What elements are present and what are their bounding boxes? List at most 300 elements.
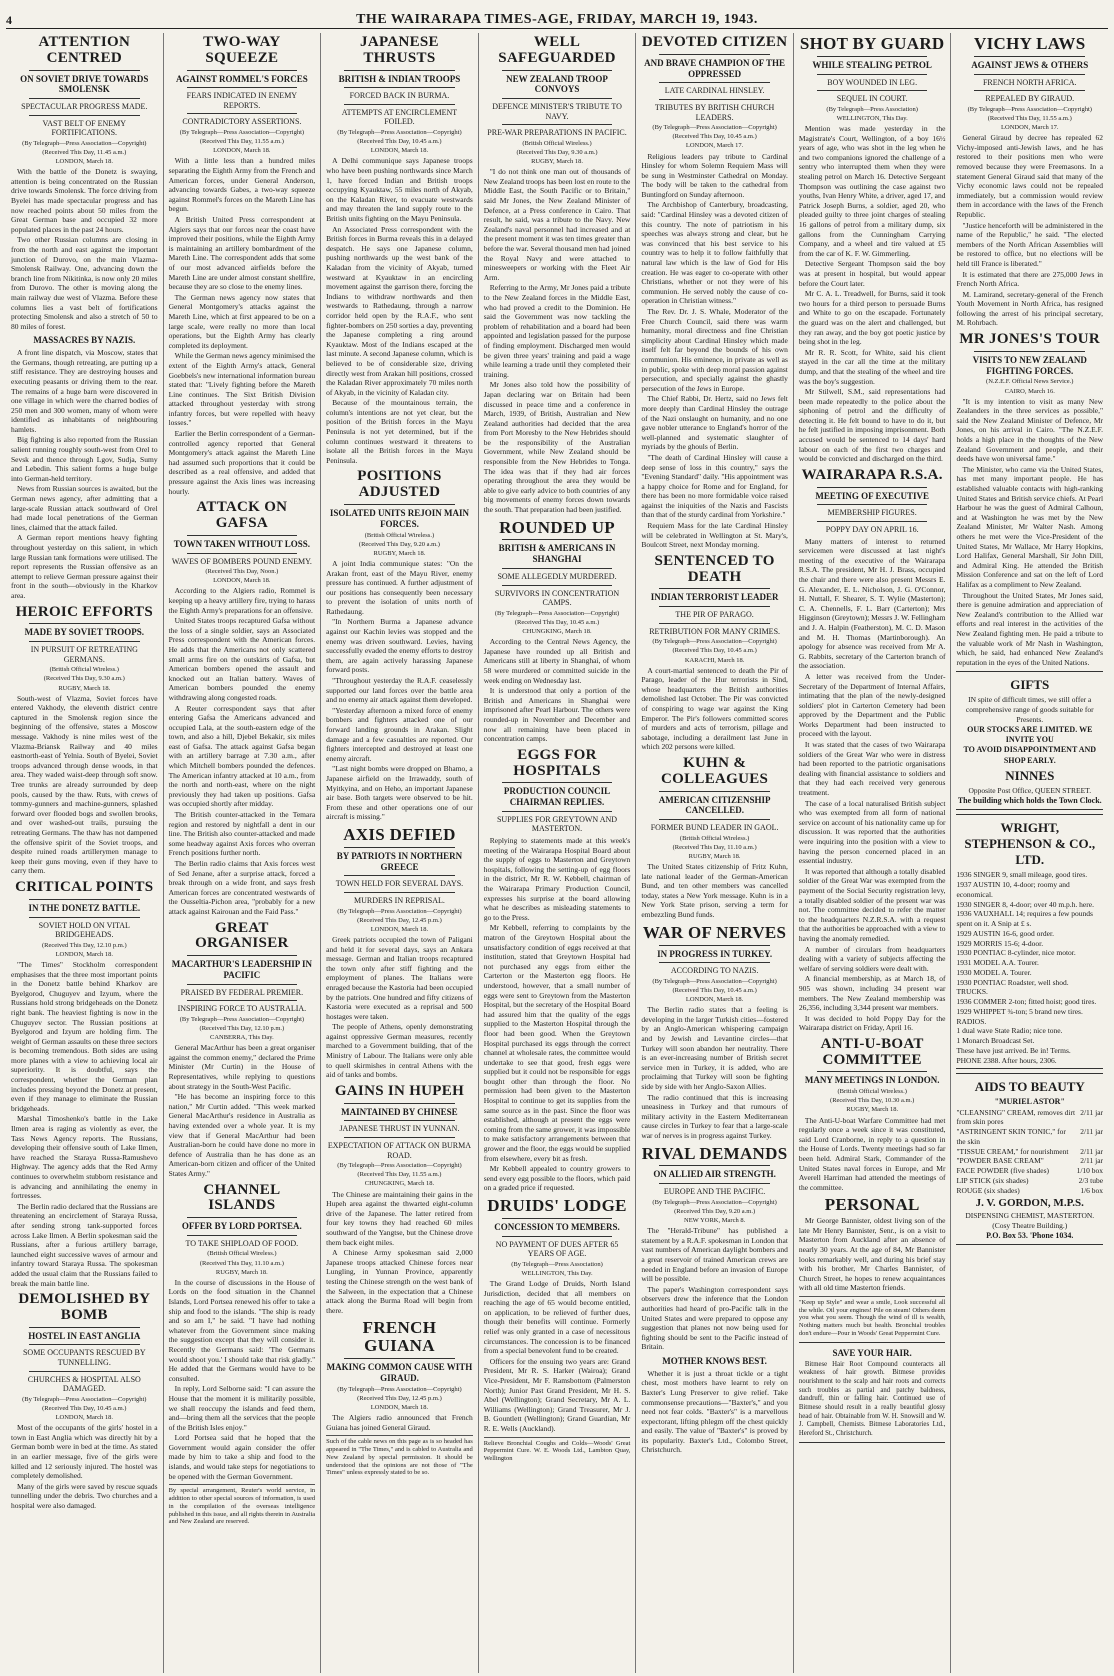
article-paragraph: With the battle of the Donetz is swaying, attention is being concentrated on the Russian drive towards Smolensk. The force driving from Byelei has made spectacular progress and has now reached points about 50 miles from the Great German base and occupied 32 more populated places in the past 24 hours. [11, 167, 158, 234]
article-paragraph: A Reuter correspondent says that after entering Gafsa the Americans advanced and occupied Lala, at the south-eastern edge of the town, and also a hill, Djebel Bekakir, six miles east of Gafsa. The attack against Gafsa began with an artillery barrage at 7.30 a.m., after which Mitchell bombers pounded the defences. The American infantry attacked at 10 a.m., from the north and north-east, where on the night previously they had taken up positions. Gafsa was occupied shortly after midday. [168, 703, 316, 809]
gifts-ad-line: TO AVOID DISAPPOINTMENT AND SHOP EARLY. [963, 745, 1097, 765]
car-listing: 1 Monarch Broadcast Set. [956, 1036, 1035, 1045]
article-dateline: (N.Z.E.F. Official News Service.) [986, 378, 1074, 386]
article [484, 35, 631, 515]
car-listing: 1936 COMMER 2-ton; fitted hoist; good tires. [956, 997, 1097, 1006]
article-headline: MR JONES'S TOUR [959, 331, 1101, 348]
article-subheading: ACCORDING TO NAZIS. [670, 966, 759, 976]
page-title: THE WAIRARAPA TIMES-AGE, FRIDAY, MARCH 19, 1943. [356, 12, 758, 27]
divider-rule [344, 104, 455, 105]
article [169, 500, 316, 916]
divider-rule [659, 819, 770, 820]
divider-rule [344, 1358, 455, 1359]
article-paragraph: Lord Portsea said that he hoped that the Government would again consider the offer made by him to take a ship and food to the islands, and would take steps for negotiations to be opened with the German Government. [168, 1433, 316, 1481]
article [956, 332, 1103, 667]
divider-rule [659, 962, 770, 963]
divider-rule [187, 87, 298, 88]
divider-rule [659, 99, 770, 100]
column-2 [164, 33, 322, 1673]
article-headline: CRITICAL POINTS [15, 878, 154, 895]
article-subheading: MOTHER KNOWS BEST. [662, 1355, 767, 1366]
product-name: "ASTRINGENT SKIN TONIC," for the skin [956, 1127, 1066, 1146]
article-paragraph: Religious leaders pay tribute to Cardinal Hinsley for whom Solemn Requiem Mass will be sung in Westminster Cathedral on Monday. The body will be taken to the cathedral from Buntingford on Sunday afternoon. [641, 151, 788, 199]
article-paragraph: With a little less than a hundred miles separating the Eighth Army from the French and American forces, under General Anderson, advancing towards Gabes, a two-way squeeze against Rommel's forces on the Mareth Line has begun. [168, 156, 316, 214]
article-headline: ROUNDED UP [499, 517, 615, 537]
article-paragraph: Mr R. R. Scott, for White, said his client stayed in the car all the time at the military dump, and that the stealing of the wheel and tire was the boy's suggestion. [798, 347, 946, 386]
article [799, 35, 946, 464]
article-subheading: EUROPE AND THE PACIFIC. [663, 1187, 766, 1197]
article-dateline: (By Telegraph—Press Association—Copyright) [22, 1395, 147, 1403]
article-paragraph: "Last night bombs were dropped on Bhamo, a Japanese airfield on the Irrawaddy, south of Myitkyina, and on Heho, an important Japanese air base. Both targets were observed to be hit. From these and other operations one of our aircraft is missing." [326, 764, 473, 822]
article-headline: TWO-WAY SQUEEZE [203, 34, 281, 66]
article-subheading: ISOLATED UNITS REJOIN MAIN FORCES. [329, 507, 469, 529]
article-subheading: NEW ZEALAND TROOP CONVOYS [506, 73, 608, 95]
article-subheading: INDIAN TERRORIST LEADER [650, 592, 779, 603]
article-note: By special arrangement, Reuter's world service, in addition to other special sources of information, is used in the compilation of the overseas intelligence published in this issue, and all rights therein in Australia and New Zealand are reserved. [169, 1484, 316, 1526]
gifts-ad-line: IN spite of difficult times, we still offer a comprehensive range of goods suitable for Presents. [965, 695, 1094, 724]
article-paragraph: South-west of Vlazma, Soviet forces have entered Vakhody, the eleventh district centre captured in the Smolensk region since the beginning of the offensive, states a Moscow message. Vakhody is nine miles west of the Vlazma-Briansk Railway and 40 miles eastnorth-east of Yelnia. South of Byelei, Soviet troops advanced through dense woods, in that area. They waded waist-deep through soft snow. Tree trunks are already surrounded by deep pools, caused by the thaw. Ruts, with crews of tommy-gunners and machine-gunners, splashed forward over flooded bogs and swollen brooks, and over washed-out trails, pursuing the retreating Germans. The thaw has not dampened the offensive spirit of the Soviet troops, and despite ruined roads artillerymen manage to keep their guns moving, even if they have to carry them. [11, 693, 158, 876]
article-subheading: AGAINST JEWS & OTHERS [971, 59, 1089, 70]
article-subheading: NO PAYMENT OF DUES AFTER 65 YEARS OF AGE. [495, 1239, 619, 1259]
product-price: 1/6 box [1080, 1185, 1104, 1195]
article-paragraph: It is estimated that there are 275,000 Jews in French North Africa. [956, 269, 1104, 289]
divider-rule [29, 1327, 140, 1328]
divider-rule [187, 1217, 298, 1218]
divider-rule [502, 1236, 613, 1237]
article [641, 924, 788, 1141]
divider-rule [344, 70, 455, 71]
article-subheading: FORCED BACK IN BURMA. [349, 91, 450, 101]
page-number: 4 [6, 13, 12, 27]
article [11, 1292, 158, 1510]
car-listing: 1930 PONTIAC Roadster, well shod. [956, 977, 1069, 987]
car-listing: 1936 VAUXHALL 14; requires a few pounds spent on it. A Snip at £ s. [956, 909, 1093, 928]
gifts-ad-line: OUR STOCKS ARE LIMITED. WE INVITE YOU [967, 724, 1093, 744]
article-paragraph: News from Russian sources is awaited, but the German news agency, after admitting that a large-scale Russian attack southward of Orel had made local penetrations of the German lines, claimed that the attack failed. [11, 484, 158, 532]
article-paragraph: It is understood that only a portion of the British and Americans in Shanghai were imprisoned after Pearl Harbour. The others were rounded-up in November and December and now all remaining have been placed in concentration camps. [483, 686, 631, 744]
column-1 [6, 33, 164, 1673]
article-paragraph: Big fighting is also reported from the Russian salient running roughly south-west from Orel to Sevsk and thence through Lgov, Sudja, Sumy and Lebedin. This salient forms a huge bulge into German-held territory. [11, 435, 158, 483]
article-dateline: (Received This Day, 10.45 a.m.) [672, 647, 757, 655]
article-subheading: CONTRADICTORY ASSERTIONS. [182, 117, 302, 127]
divider-rule [502, 98, 613, 99]
article [326, 1084, 473, 1315]
article [169, 1183, 316, 1527]
gifts-ad [956, 671, 1103, 810]
article [641, 1356, 788, 1455]
article-headline: VICHY LAWS [974, 34, 1086, 53]
article-headline: SENTENCED TO DEATH [654, 552, 775, 585]
article-subheading: OFFER BY LORD PORTSEA. [181, 1221, 302, 1232]
car-listing: These have just arrived. Be in! Terms. [956, 1045, 1071, 1055]
divider-rule [817, 90, 928, 91]
article-dateline: (By Telegraph—Press Association) [826, 105, 918, 113]
car-listing: 1930 SINGER 8, 4-door; over 40 m.p.h. here. [956, 899, 1094, 909]
article-paragraph: A number of circulars from headquarters dealing with a variety of subjects affecting the welfare of serving soldiers were dealt with. [798, 944, 946, 973]
column-5 [636, 33, 794, 1673]
car-listing: RADIOS. [956, 1016, 987, 1026]
article-dateline: CANBERRA, This Day. [209, 1034, 274, 1042]
article-paragraph: An Associated Press correspondent with the British forces in Burma reveals this in a delayed despatch. He says one Japanese column, pushing northwards up the west bank of the Kaladan from the vicinity of Akyab, turned westward at Kyauktaw in an encircling movement against the garrison there, forcing the Indians to withdraw northwards and then westwards to Rathedaung, through a narrow corridor held open by the R.A.F., who sent fighter-bombers on 250 sorties a day, preventing the Japanese completing a ring around Kyauktaw. Most of the Indians escaped at the last minute. A second Japanese column, which is believed to be of considerable size, driving directly west from Arakan hill positions, crossed the Kaladan River approximately 70 miles north of Akyab, in the vicinity of Kaladan city. [326, 224, 473, 397]
article [169, 921, 316, 1179]
divider-rule [502, 1218, 613, 1219]
car-listing: 1 dual wave State Radio; nice tone. [956, 1026, 1063, 1036]
article [484, 519, 631, 744]
article-headline: AXIS DEFIED [343, 824, 456, 844]
divider-rule [29, 917, 140, 918]
divider-rule [502, 811, 613, 812]
divider-rule [659, 606, 770, 607]
column-7 [951, 33, 1108, 1673]
article-paragraph: The Anti-U-boat Warfare Committee had met regularly once a week since it was constituted, said Lord Cranborne, in reply to a question in the House of Lords. Twenty meetings had so far been held. Admiral Stark, Commander of the United States naval forces in Europe, and Mr Averell Harriman had attended the meetings of the committee. [798, 1115, 946, 1192]
article-paragraph: Mr Kebbell, referring to complaints by the matron of the Greytown Hospital about the unsatisfactory condition of eggs received at that institution, stated that Greytown Hospital had not purchased any eggs from either the Carterton or the Masterton egg floors. He understood, however, that a small number of eggs were sent to Greytown from the Masterton Hospital, but the secretary of the Hospital Board had assured him that the quality of the eggs supplied to the Masterton Hospital through the floor had been good. When the Greytown Hospital purchased its eggs through the correct channel at wholesale rates, the committee would undertake to see that good, fresh eggs were supplied but it could not be responsible for eggs bought other than through the floor. No permission had been given to the Masterton Hospital to continue to get its supplies from the same source as in the past. Since the floor was established, although at present the eggs were coming from the same grower, it was impossible to make satisfactory arrangements between that grower and the floor, the eggs would be supplied from elsewhere, every bit as fresh. [483, 923, 631, 1163]
product-name: "CLEANSING" CREAM, removes dirt from skin pores [956, 1107, 1076, 1127]
divider-rule [659, 945, 770, 946]
article-paragraph: It was reported that although a totally disabled soldier of the Great War was exempted from the payment of the Social Security registration levy, a totally disabled soldier of the present war was not. The committee decided to refer the matter to the headquarters N.Z.R.S.A. with a request that the authorities be approached with a view to having the anomaly remedied. [798, 866, 946, 943]
article-dateline: (Received This Day, 12.45 p.m.) [357, 1394, 442, 1402]
article-dateline: RUGBY, March 18. [531, 158, 583, 166]
article-subheading: SEQUEL IN COURT. [836, 94, 908, 104]
article-dateline: (By Telegraph—Press Association) [511, 1260, 603, 1268]
article-subheading: LATE CARDINAL HINSLEY. [664, 86, 765, 96]
car-listing: 1930 PONTIAC 8-cylinder, nice motor. [956, 948, 1076, 958]
article-dateline: (By Telegraph—Press Association—Copyright) [652, 638, 777, 646]
divider-rule [974, 74, 1085, 75]
article [641, 554, 788, 752]
article-paragraph: The German news agency now states that General Montgomery's attacks against the Mareth Line, which at first appeared to be on a large scale, were really no more than local operations, but the Eighth Army has clearly completed its deployment. [168, 292, 316, 350]
divider-rule [344, 1120, 455, 1121]
article-subheading: SOME OCCUPANTS RESCUED BY TUNNELLING. [22, 1348, 146, 1368]
article-paragraph: The case of a local naturalised British subject who was exempted from all form of national service on account of his nationality came up for discussion. It was reported that the authorities were inquiring into the position with a view to having the person concerned placed in an essential industry. [798, 798, 946, 866]
article-dateline: CHUNGKING, March 18. [522, 628, 592, 636]
article [326, 35, 473, 465]
article [956, 35, 1103, 328]
divider-rule [344, 504, 455, 505]
article-paragraph: Whether it is just a throat tickle or a tight chest, most mothers have learnt to rely on Baxter's Lung Preserver to give relief. Take commonsense precautions—"Baxter's," and you need not fear colds. "Baxter's" is a marvellous expectorant, lifting phlegm off the chest quickly and easily. The value of "Baxter's" is proved by its popularity. Baxter's Ltd., Colombo Street, Christchurch. [641, 1368, 788, 1455]
car-listing: 1929 MORRIS 15-6; 4-door. [956, 938, 1044, 948]
article-dateline: (British Official Wireless.) [207, 1250, 277, 1258]
article-paragraph: "He has become an inspiring force to this nation," Mr Curtin added. "This week marked General MacArthur's residence in Australia as having extended over a whole year. It is my view that if General MacArthur had been Australian-born he could have done no more in defence of Australia than he has done as an American-born citizen and officer of the United States Army." [168, 1092, 316, 1178]
hair-ad [799, 1342, 946, 1443]
article-dateline: (Received This Day, 9.20 a.m.) [674, 1207, 756, 1215]
article-dateline: LONDON, March 17. [685, 142, 744, 150]
article-note: "Keep up Style" and wear a smile, Look successful all the while. Oil your engines! Pile on steam! Others deem you what you seem. Though the wind of ill is wealth, Nothing matters much but health. Bronchial troubles don't endure—Pour in Woods' Great Peppermint Cure. [799, 1296, 946, 1338]
article-paragraph: The "Herald-Tribune" has published a statement by a R.A.F. spokesman in London that vast numbers of American daylight bombers and a great reservoir of trained American crews are needed in England before an invasion of Europe will be possible. [641, 1226, 788, 1284]
article-subheading: MACARTHUR'S LEADERSHIP IN PACIFIC [171, 959, 312, 980]
article-headline: HEROIC EFFORTS [15, 603, 154, 620]
price-row [956, 1127, 1103, 1147]
article-subheading: BOY WOUNDED IN LEG. [827, 77, 918, 87]
article-subheading: TOWN HELD FOR SEVERAL DAYS. [335, 879, 464, 889]
article-paragraph: Throughout the United States, Mr Jones said, there is genuine admiration and appreciation of New Zealand's contribution to the Allied war efforts and real interest in the activities of the New Zealand fighting men. He paid a tribute to the valuable work of Mr Nash in Washington, which, he said, had enhanced New Zealand's reputation in the eyes of the United Nations. [956, 590, 1104, 667]
price-row [956, 1156, 1103, 1166]
beauty-ad-brand: "MURIEL ASTOR" [994, 1097, 1065, 1107]
article-headline: PERSONAL [824, 1195, 920, 1215]
article-dateline: (By Telegraph—Press Association—Copyright) [652, 124, 777, 132]
article-headline: WAR OF NERVES [642, 922, 787, 942]
article-subheading: TRIBUTES BY BRITISH CHURCH LEADERS. [654, 102, 775, 122]
article-subheading: AND BRAVE CHAMPION OF THE OPPRESSED [644, 57, 786, 79]
article-paragraph: Mr Stilwell, S.M., said representations had been made repeatedly to the police about the siphoning of petrol and the difficulty of detecting it. He felt bound to have to do it, but he felt justified in imposing imprisonment. Both accused would be sentenced to 14 days' hard labour on each of the first two charges and would be convicted and discharged on the third. [798, 387, 946, 464]
article-paragraph: Earlier the Berlin correspondent of a German-controlled agency reported that General Montgomery's attack against the Mareth Line had assumed such proportions that it could be described as a real offensive, and added that pressure against the Axis lines was increasing hourly. [168, 429, 316, 496]
divider-rule [974, 351, 1085, 352]
article-subheading: FRENCH NORTH AFRICA. [982, 77, 1077, 87]
article [799, 468, 946, 1033]
article-subheading: ON SOVIET DRIVE TOWARDS SMOLENSK [20, 73, 149, 95]
divider-rule [187, 553, 298, 554]
article-dateline: CAIRO, March 16. [1004, 387, 1055, 395]
article-dateline: (British Official Wireless.) [522, 139, 592, 147]
article-headline: SHOT BY GUARD [799, 34, 945, 53]
article-paragraph: Mr C. A. L. Treadwell, for Burns, said it took two hours for a third person to persuade Burns and White to go on the escapade. Fortunately the guard was on the alert and challenged, but they ran away, and the boy got poetic justice by being shot in the leg. [798, 289, 946, 347]
gifts-ad-address: Opposite Post Office, QUEEN STREET. [968, 786, 1092, 796]
article-dateline: LONDON, March 18. [55, 950, 113, 958]
car-listing: PHONE 2388. After hours, 2306. [956, 1055, 1057, 1065]
article [484, 748, 631, 1193]
price-row [956, 1147, 1103, 1157]
article-paragraph: The people of Athens, openly demonstrating against oppressive German measures, recently marched to a Government building, that of the Ministry of Labour. The Italians were only able to quell skirmishes in central Athens with the aid of tanks and bombs. [326, 1022, 473, 1080]
divider-rule [659, 1183, 770, 1184]
article-dateline: (Received This Day, 10.45 a.m.) [42, 1404, 127, 1412]
article-subheading: TOWN TAKEN WITHOUT LOSS. [173, 538, 310, 549]
divider-rule [502, 539, 613, 540]
divider-rule [502, 585, 613, 586]
article-subheading: FEARS INDICATED IN ENEMY REPORTS. [186, 91, 298, 110]
article-subheading: CHURCHES & HOSPITAL ALSO DAMAGED. [27, 1374, 141, 1394]
divider-rule [344, 87, 455, 88]
article-headline: DRUIDS' LODGE [487, 1196, 627, 1215]
article-dateline: (Received This Day, 11.45 a.m.) [42, 149, 127, 156]
beauty-ad-building: (Cosy Theatre Building.) [992, 1221, 1068, 1231]
article-dateline: LONDON, March 18. [370, 147, 429, 155]
gifts-ad-title: GIFTS [1010, 677, 1050, 693]
divider-rule [29, 98, 140, 99]
article-paragraph: Marshal Timoshenko's battle in the Lake Ilmen area is raging as violently as ever, the Tass News Agency reports. The Russians, developing their offensive south of Lake Ilmen, have reached the Staraya Russa-Ramushevo Highway. The agency adds that the Red Army continues to overwhelm stubborn resistance and is advancing and annihilating the enemy in fortresses. [11, 1114, 158, 1201]
article-paragraph: A front line dispatch, via Moscow, states that the Germans, though retreating, are putting up a stiff resistance. They are destroying houses and executing peasants or driving them to the rear. The remains of a huge barn were discovered in one village in which were the charred bodies of 250 men and 300 women, many of whom were identified as inhabitants of neighbouring hamlets. [11, 348, 158, 434]
article-paragraph: Most of the occupants of the girls' hostel in a town in East Anglia which was directly hit by a German bomb were in bed at the time. As stated in an earlier message, five of the girls were killed and 12 seriously injured. The hostel was completely demolished. [11, 1423, 158, 1481]
article-paragraph: Many matters of interest to returned servicemen were discussed at last night's meeting of the executive of the Wairarapa R.S.A. The president, Mr H. J. Brass, occupied the chair and there were also present Messrs E. G. Alexander, E. L. Nicholson, J. G. O'Connor, H. Nuttall, F. Shearer, S. T. Wylie (Masterton); C. A. Chennells, F. L. Barr (Carterton); Mrs Higginson (Greytown); Messrs J. W. Fellingham and J. A. Halpin (Featherston), M. C. D. Mason and M. H. Thomas (Martinborough). An apology for absence was received from Mr A. G. Rabbits, secretary of the Carterton branch of the association. [798, 536, 946, 671]
article-paragraph: In the course of discussions in the House of Lords on the food situation in the Channel Islands, Lord Portsea renewed his offer to take a ship and food to the islands. "The ship is ready and so am I," he said. "I have had nothing whatever from the Government since making the suggestion except that they will consider it. Recently the Germans said: 'The Germans would shoot you.' I should take that risk gladly." He added that the Germans would have to be consulted. [168, 1277, 316, 1383]
article-headline: ATTACK ON GAFSA [196, 499, 288, 531]
article-dateline: (Received This Day, 9.20 a.m.) [358, 540, 440, 548]
article-note: Such of the cable news on this page as is so headed has appeared in "The Times," and is cabled to Australia and New Zealand by special permission. It should be understood that the opinions are not those of "The Times" unless expressly stated to be so. [326, 1435, 473, 1477]
article-dateline: (Received This Day, 10.45 a.m.) [357, 138, 442, 146]
article-paragraph: "Throughout yesterday the R.A.F. ceaselessly supported our land forces over the battle area and no enemy air attack against them developed. [326, 676, 473, 705]
beauty-ad-chemist: J. V. GORDON, M.P.S. [975, 1197, 1084, 1210]
beauty-ad-title: AIDS TO BEAUTY [974, 1079, 1085, 1095]
article-subheading: JAPANESE THRUST IN YUNNAN. [339, 1124, 460, 1134]
article-subheading: SPECTACULAR PROGRESS MADE. [21, 102, 148, 112]
article-subheading: BY PATRIOTS IN NORTHERN GREECE [336, 850, 463, 872]
product-name: "TISSUE CREAM," for nourishment [956, 1146, 1069, 1156]
article-paragraph: The Grand Lodge of Druids, North Island Jurisdiction, decided that all members on reaching the age of 65 would become entitled, on application, to be relieved of further dues, though their benefits will continue. Formerly relief was only granted in a case of necessitous circumstances. The concession is to be financed from a special benevolent fund to be created. [483, 1279, 631, 1356]
hair-ad-text: Bitmese Hair Root Compound counteracts all weakness of hair growth. Bitmese provides nourishment to the scalp and hair roots and corrects such troubles as partial and patchy baldness, dandruff, thin or falling hair. Continued use of Bitmese should result in a really beautiful glossy head of hair. Obtainable from W. H. Snowsill and W. J. Campbell, Chemists. Bitmese Laboratories Ltd., Hereford St., Christchurch. [798, 1360, 946, 1438]
divider-rule [187, 1000, 298, 1001]
article-dateline: (By Telegraph—Press Association—Copyright) [337, 1385, 462, 1393]
article-paragraph: The Archbishop of Canterbury, broadcasting, said: "Cardinal Hinsley was a devoted citizen of this country. The note of patriotism in his speeches was always strong and clear, but he was convinced that his best service to his country was to help it to follow faithfully that natural law which is the law of God for His creation. He was eager to co-operate with other Christians, whether or not they were of his communion. He served nobly the cause of co-operation in Christian witness." [641, 200, 788, 306]
article-paragraph: General MacArthur has been a great organiser against the common enemy," declared the Prime Minister (Mr Curtin) in the House of Representatives, while replying to questions about strategy in the South-West Pacific. [168, 1043, 316, 1091]
divider-rule [29, 641, 140, 642]
article-subheading: REPEALED BY GIRAUD. [985, 94, 1075, 104]
divider-rule [344, 875, 455, 876]
article-subheading: MADE BY SOVIET TROOPS. [24, 627, 144, 638]
article-dateline: RUGBY, March 18. [846, 1106, 899, 1114]
article-subheading: BRITISH & INDIAN TROOPS [338, 73, 461, 84]
article [11, 35, 158, 331]
article-dateline: (Received This Day, 10.45 a.m.) [514, 618, 600, 626]
article-paragraph: Officers for the ensuing two years are: Grand President, Mr R. S. Harker (Wairoa); Grand Vice-President, Mr F. Ramsbottom (Palmerston North); Junior Past Grand President, Mr H. S. Abel (Wellington); Grand Secretary, Mr A. L. Williams (Wellington); Grand Treasurer, Mr J. B. Gountlett (Wellington); Grand Guardian, Mr R. E. Wells (Auckland). [483, 1356, 631, 1433]
car-listing: 1929 AUSTIN 16-6, good order. [956, 928, 1054, 938]
article-dateline: (British Official Wireless.) [364, 531, 435, 539]
article-subheading: SOME ALLEGEDLY MURDERED. [497, 572, 617, 582]
divider-rule [187, 113, 298, 114]
article-paragraph: It was stated that the cases of two Wairarapa soldiers of the Great War who were in distress had been reported to the patriotic organisations dealing with financial assistance to soldiers and that they had each received very generous treatment. [798, 740, 946, 798]
article-headline: GAINS IN HUPEH [334, 1082, 465, 1099]
article-subheading: MASSACRES BY NAZIS. [33, 335, 136, 346]
article-subheading: IN THE DONETZ BATTLE. [28, 902, 141, 913]
article-dateline: (By Telegraph—Press Association—Copyright) [652, 1198, 777, 1206]
article-dateline: LONDON, March 18. [685, 996, 744, 1004]
article-subheading: ON ALLIED AIR STRENGTH. [653, 1169, 776, 1180]
article-paragraph: A Delhi communique says Japanese troops who have been pushing northwards since March 1, have forced Indian and British troops occupying Kyauktaw, 55 miles north of Akyab, on the Kaladan River, to evacuate westwards and may threaten the land supply route to the British units fighting on the Mayu Peninsula. [326, 156, 473, 224]
article [641, 756, 788, 920]
article-paragraph: Because of the mountainous terrain, the column's intentions are not yet clear, but the position of the British forces in the Mayu Peninsula is not yet determined, but if the column continues westward it threatens to isolate all the British forces in the Mayu Peninsula. [326, 398, 473, 465]
article-note: Relieve Bronchial Coughs and Colds—Woods' Great Peppermint Cure. W. E. Woods Ltd., Lambton Quay, Wellington [484, 1437, 631, 1463]
article-paragraph: Referring to the Army, Mr Jones paid a tribute to the New Zealand forces in the Middle East, who had proved a credit to the Dominion. He said the Government was now tackling the problem of rehabilitation and a board had been appointed and legislation passed for the purpose of finding employment. Discharged men would be given three years' training and paid a wage while learning a trade until they completed their training. [483, 283, 631, 379]
divider-rule [817, 521, 928, 522]
article-subheading: THE PIR OF PARAGO. [675, 610, 754, 620]
article-subheading: SURVIVORS IN CONCENTRATION CAMPS. [494, 588, 620, 608]
divider-rule [29, 1344, 140, 1345]
article-paragraph: The Chinese are maintaining their gains in the Hupeh area against the thwarted eight-column drive of the Japanese. The latter retired from four key towns they had reached 60 miles southward of the Yangtse, but the Chinese drove them back eight miles. [326, 1189, 473, 1247]
article-paragraph: The United States citizenship of Fritz Kuhn, late national leader of the German-American Bund, and ten other members was cancelled today, states a New York message. Kuhn is in a New York State prison, serving a term for embezzling Bund funds. [641, 862, 788, 920]
article-paragraph: United States troops recaptured Gafsa without the loss of a single soldier, says an Associated Press correspondent with the American forces. He adds that the Americans not only scattered small arms fire on the outskirts of Gafsa, but American bombers opened the assault and knocked out an Italian battery. Waves of American bombers pounded the enemy withdrawing along congested roads. [168, 616, 316, 702]
article-dateline: CHUNGKING, March 18. [364, 1180, 435, 1188]
article-paragraph: A joint India communique states: "On the Arakan front, east of the Mayu River, enemy pressure has continued. A further adjustment of our positions has consequently been necessary to prevent the isolation of units north of Rathedaung. [326, 558, 473, 616]
article-headline: FRENCH GUIANA [362, 1318, 437, 1356]
article-dateline: KARACHI, March 18. [684, 656, 745, 664]
article-subheading: WHILE STEALING PETROL [812, 59, 932, 70]
article-paragraph: Mr George Bannister, oldest living son of the late Mr Henry Bannister, Senr., is on a visit to Masterton from Auckland after an absence of nearly 30 years. At the age of 84, Mr Bannister looks remarkably well, and during his brief stay with his brother, Mr Charles Bannister, of Church Street, he hopes to renew acquaintances with all old time Masterton friends. [798, 1216, 946, 1293]
car-listing: 1929 WHIPPET ¾-ton; 5 brand new tires. [956, 1006, 1083, 1016]
article-paragraph: The Rev. Dr. J. S. Whale, Moderator of the Free Church Council, said there was warm humanity, moral directness and fine Christian simplicity about Cardinal Hinsley which made itself felt far beyond the bounds of his own communion. His eminence, in private as well as in public, spoke with deep moral passion against persecution, and specially against the ghastly persecution of the Jews in Europe. [641, 307, 788, 393]
article-dateline: WELLINGTON, This Day. [521, 1269, 593, 1277]
article-dateline: (By Telegraph—Press Association—Copyright) [494, 609, 620, 617]
article-paragraph: While the German news agency minimised the extent of the Eighth Army's attack, General Goebbels's new international information bureau stated that: "Lively fighting before the Mareth Line continues. The Sixt British Division attacked throughout yesterday with strong infantry forces, but were repelled with heavy losses." [168, 351, 316, 428]
article [326, 469, 473, 822]
hair-ad-title: SAVE YOUR HAIR. [832, 1347, 912, 1358]
divider-rule [974, 90, 1085, 91]
article-paragraph: Greek patriots occupied the town of Paligani and held it for several days, says an Ankara message. German and Italian troops recaptured the town only after stiff fighting and the employment of planes. The Italians were enraged because the Kastoria had been occupied by the patriots. One hundred and fifty citizens of Kastoria were executed as a reprisal and 500 hostages were taken. [326, 934, 473, 1021]
article-headline: ATTENTION CENTRED [38, 34, 131, 66]
article-subheading: ATTEMPTS AT ENCIRCLEMENT FOILED. [341, 107, 458, 127]
article-dateline: (Received This Day, 10.45 a.m.) [672, 133, 757, 141]
article-dateline: RUGBY, March 18. [373, 549, 426, 557]
article-subheading: VAST BELT OF ENEMY FORTIFICATIONS. [42, 118, 127, 138]
product-name: LIP STICK (six shades) [956, 1175, 1029, 1185]
product-price: 2/11 jar [1080, 1107, 1104, 1117]
divider-rule [29, 623, 140, 624]
article-paragraph: The Berlin radio states that a feeling is developing in the larger Turkish cities—fostered by an Anglo-American whispering campaign and by Jewish and Levantine circles—that Turkey will soon abandon her neutrality. There is an ever-increasing number of British secret service men in Turkey, it is added, who are proclaiming that Turkey will soon be fighting side by side with her Anglo-Saxon Allies. [641, 1005, 788, 1092]
divider-rule [344, 847, 455, 848]
article [799, 1037, 946, 1192]
article-subheading: POPPY DAY ON APRIL 16. [825, 525, 919, 534]
product-price: 2/11 jar [1080, 1127, 1104, 1137]
divider-rule [29, 899, 140, 900]
article-headline: CHANNEL ISLANDS [203, 1181, 281, 1214]
article-headline: EGGS FOR HOSPITALS [513, 746, 601, 779]
article-dateline: LONDON, March 18. [55, 1414, 113, 1422]
article-dateline: (British Official Wireless.) [679, 834, 750, 842]
divider-rule [502, 568, 613, 569]
article-subheading: PRODUCTION COUNCIL CHAIRMAN REPLIES. [503, 786, 611, 808]
article-paragraph: A financial membership, as at March 18, of 905 was shown, including 34 present war members. The New Zealand membership was 26,356, including 3,344 present war members. [798, 974, 946, 1013]
columns [6, 33, 1108, 1673]
article-subheading: MANY MEETINGS IN LONDON. [804, 1075, 940, 1086]
car-listing: 1930 MODEL A. Tourer. [956, 967, 1032, 977]
article-dateline: (Received This Day, 11.55 a.m.) [987, 114, 1072, 122]
beauty-ad-role: DISPENSING CHEMIST, MASTERTON. [965, 1211, 1095, 1221]
price-row [956, 1186, 1103, 1196]
article-paragraph: The Chief Rabbi, Dr. Hertz, said no Jews felt more deeply than Cardinal Hinsley the outrage of the Nazi onslaught on humanity, and no one gave nobler utterance to England's horror of the well-planned and systematic slaughter of myriads by the ghouls of Berlin. [641, 394, 788, 452]
article-subheading: PRE-WAR PREPARATIONS IN PACIFIC. [487, 128, 627, 138]
column-4 [479, 33, 637, 1673]
article-subheading: RETRIBUTION FOR MANY CRIMES. [649, 626, 781, 636]
article-paragraph: It was decided to hold Poppy Day for the Wairarapa district on Friday, April 16. [798, 1013, 946, 1033]
divider-rule [817, 504, 928, 505]
cars-ad [956, 814, 1103, 1069]
cars-list [956, 870, 1103, 1065]
divider-rule [659, 1165, 770, 1166]
article-dateline: (By Telegraph—Press Association—Copyright) [337, 129, 462, 137]
article-paragraph: Many of the girls were saved by rescue squads tunnelling under the debris. Two churches and a hospital were also damaged. [11, 1481, 158, 1510]
article-dateline: (By Telegraph—Press Association—Copyright) [967, 105, 1092, 113]
price-row [956, 1108, 1103, 1128]
article-subheading: TO TAKE SHIPLOAD OF FOOD. [185, 1238, 299, 1248]
divider-rule [187, 984, 298, 985]
article-paragraph: A British United Press correspondent at Algiers says that our forces near the coast have improved their positions, while the Eighth Army is maintaining an artillery bombardment of the Mareth Line. The correspondent adds that some of our most advanced airfields before the Mareth Line are under almost constant shellfire, because they are so close to the enemy lines. [168, 215, 316, 292]
article-dateline: LONDON, March 17. [1001, 124, 1059, 132]
article-subheading: MEETING OF EXECUTIVE [815, 490, 930, 501]
divider-rule [187, 1235, 298, 1236]
article-subheading: HOSTEL IN EAST ANGLIA [28, 1330, 141, 1341]
beauty-price-list [956, 1108, 1103, 1196]
article-paragraph: Mr Kebbell appealed to country growers to send every egg possible to the floors, which paid on a graded price if requested. [483, 1164, 631, 1193]
product-price: 1/10 box [1076, 1166, 1104, 1176]
article-dateline: LONDON, March 18. [213, 147, 271, 155]
divider-rule [502, 124, 613, 125]
article-headline: ANTI-U-BOAT COMMITTEE [820, 1035, 924, 1068]
article-headline: DEVOTED CITIZEN [641, 34, 788, 50]
article [641, 1145, 788, 1352]
article-dateline: (Received This Day, 11.55 a.m.) [357, 1171, 442, 1179]
divider-rule [659, 82, 770, 83]
car-listing: 1936 SINGER 9, small mileage, good tires. [956, 870, 1088, 880]
article-paragraph: The British counter-attacked in the Temara region and restored by nightfall a dent in our line. The British also counter-attacked and made some headway against Axis forces who overran French positions further north. [168, 810, 316, 858]
article-paragraph: "In Northern Burma a Japanese advance against our Kachin levies was stopped and the enemy was driven southward. Levies, having successfully evaded the enemy efforts to destroy them, are again actively harassing Japanese forward posts. [326, 617, 473, 675]
article-dateline: WELLINGTON, This Day. [836, 114, 908, 122]
divider-rule [659, 588, 770, 589]
article-paragraph: Mr Jones also told how the possibility of Japan declaring war on Britain had been discussed in peace time and a conference in March, 1939, of British, Australian and New Zealand authorities had decided that the area from Port Moresby to the New Hebrides should be the responsibility of the Australian Government, while New Zealand should be responsible from the New Hebrides to Tonga. The idea was that if they had air forces operating throughout the area they would be able to give early advice to both countries of any big movements of enemy forces down towards the south. That preparation had been justified. [483, 380, 631, 515]
product-name: ROUGE (six shades) [956, 1185, 1020, 1195]
article-headline: WELL SAFEGUARDED [498, 34, 616, 66]
divider-rule [187, 535, 298, 536]
article [799, 1196, 946, 1338]
article-headline: KUHN & COLLEAGUES [661, 755, 769, 787]
article-paragraph: A Chinese Army spokesman said 2,000 Japanese troops attacked Chinese forces near Lungling, in Yunnan Province, apparently testing the Chinese strength on the west bank of the Salween, in the expectation that a Chinese attack along the Burma Road will begin from there. [326, 1248, 473, 1315]
article-dateline: (By Telegraph—Press Association—Copyright) [22, 139, 147, 147]
article-subheading: IN PROGRESS IN TURKEY. [657, 948, 773, 959]
